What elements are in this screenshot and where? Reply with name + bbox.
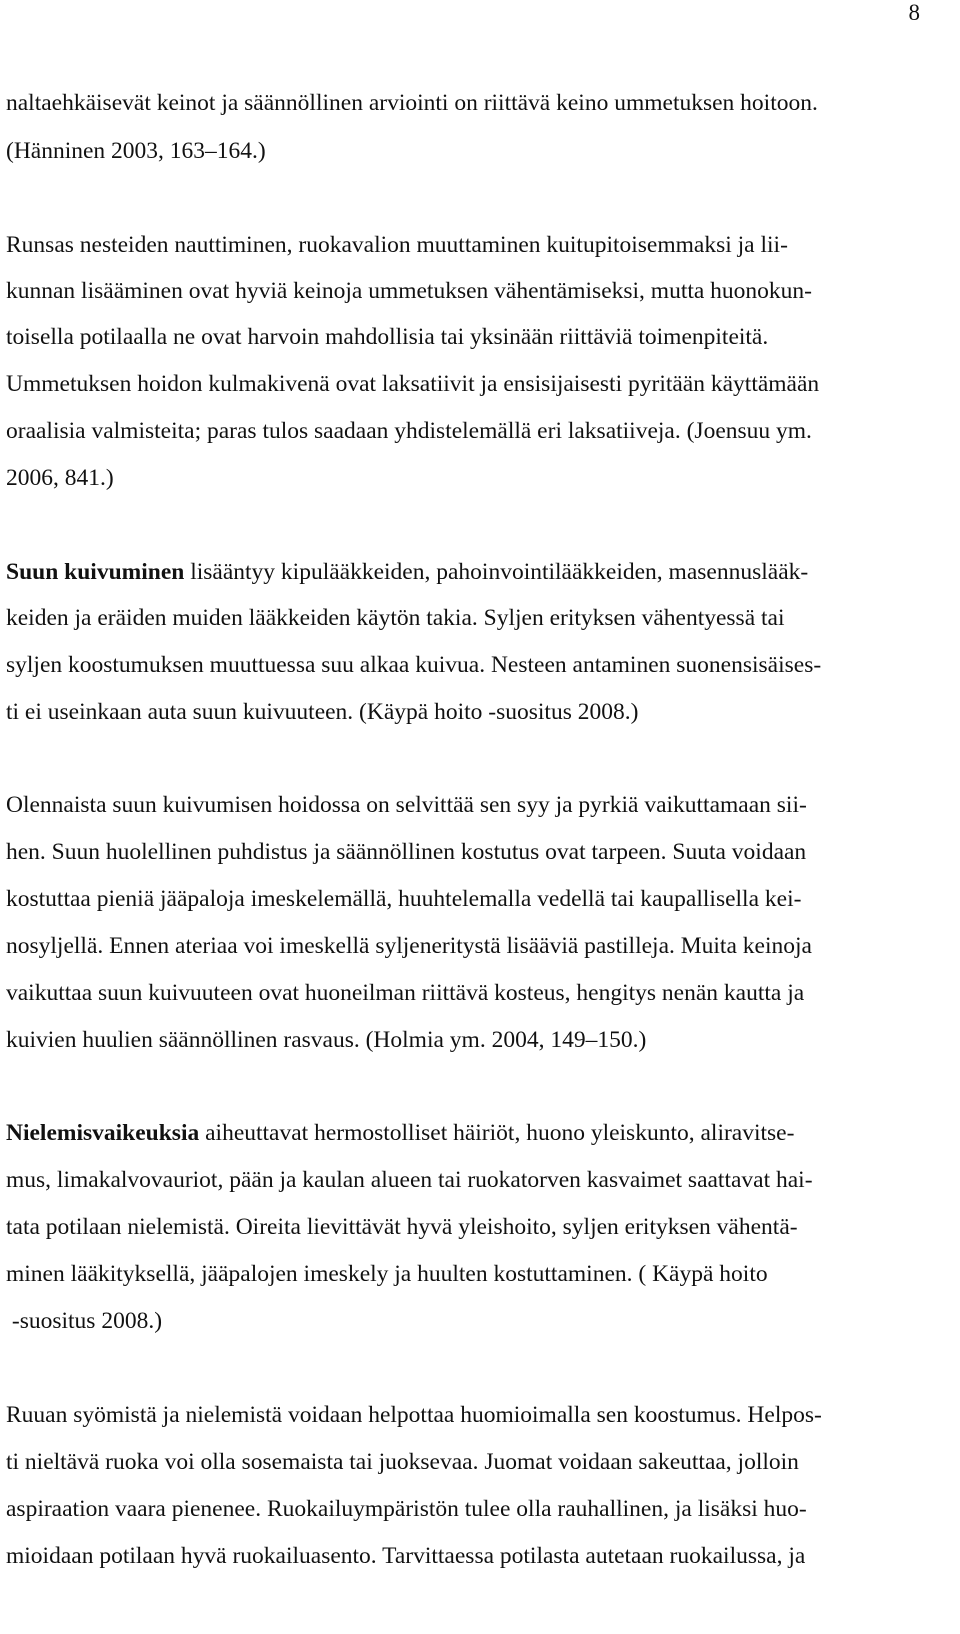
text-line: (Hänninen 2003, 163–164.) bbox=[6, 138, 266, 164]
text-line: oraalisia valmisteita; paras tulos saadaan yhdistelemällä eri laksatiiveja. (Joensuu ym. bbox=[6, 418, 812, 444]
text-line: tata potilaan nielemistä. Oireita lievittävät hyvä yleishoito, syljen erityksen vähentä- bbox=[6, 1214, 798, 1240]
text-line: kuivien huulien säännöllinen rasvaus. (Holmia ym. 2004, 149–150.) bbox=[6, 1027, 647, 1053]
text-line: mioidaan potilaan hyvä ruokailuasento. Tarvittaessa potilasta autetaan ruokailussa, ja bbox=[6, 1543, 806, 1569]
text-line: vaikuttaa suun kuivuuteen ovat huoneilman riittävä kosteus, hengitys nenän kautta ja bbox=[6, 980, 805, 1006]
text-line: hen. Suun huolellinen puhdistus ja säännöllinen kostutus ovat tarpeen. Suuta voidaan bbox=[6, 839, 807, 865]
text-line: syljen koostumuksen muuttuessa suu alkaa kuivua. Nesteen antaminen suonensisäises- bbox=[6, 652, 822, 678]
text-line: kunnan lisääminen ovat hyviä keinoja ummetuksen vähentämiseksi, mutta huonokun- bbox=[6, 278, 813, 304]
text-span: lisääntyy kipulääkkeiden, pahoinvointilääkkeiden, masennuslääk- bbox=[184, 559, 809, 585]
text-line: keiden ja eräiden muiden lääkkeiden käytön takia. Syljen erityksen vähentyessä tai bbox=[6, 605, 785, 631]
text-line: -suositus 2008.) bbox=[6, 1308, 163, 1334]
text-line: naltaehkäisevät keinot ja säännöllinen arviointi on riittävä keino ummetuksen hoitoon. bbox=[6, 90, 818, 116]
page-number: 8 bbox=[908, 0, 920, 25]
term-suun-kuivuminen: Suun kuivuminen bbox=[6, 559, 185, 585]
text-line: Olennaista suun kuivumisen hoidossa on selvittää sen syy ja pyrkiä vaikuttamaan sii- bbox=[6, 792, 807, 818]
text-line: 2006, 841.) bbox=[6, 465, 114, 491]
text-line: ti nieltävä ruoka voi olla sosemaista tai juoksevaa. Juomat voidaan sakeuttaa, jolloin bbox=[6, 1449, 799, 1475]
text-line: Runsas nesteiden nauttiminen, ruokavalion muuttaminen kuitupitoisemmaksi ja lii- bbox=[6, 232, 788, 258]
text-line: toisella potilaalla ne ovat harvoin mahdollisia tai yksinään riittäviä toimenpiteitä. bbox=[6, 324, 769, 350]
text-line: Ummetuksen hoidon kulmakivenä ovat laksatiivit ja ensisijaisesti pyritään käyttämään bbox=[6, 371, 820, 397]
text-line: aspiraation vaara pienenee. Ruokailuympäristön tulee olla rauhallinen, ja lisäksi huo- bbox=[6, 1496, 807, 1522]
text-line: kostuttaa pieniä jääpaloja imeskelemällä, huuhtelemalla vedellä tai kaupallisella kei- bbox=[6, 886, 802, 912]
text-line bbox=[6, 557, 808, 587]
text-line: ti ei useinkaan auta suun kuivuuteen. (Käypä hoito -suositus 2008.) bbox=[6, 699, 639, 725]
text-span: aiheuttavat hermostolliset häiriöt, huono yleiskunto, aliravitse- bbox=[199, 1120, 795, 1146]
term-nielemisvaikeuksia: Nielemisvaikeuksia bbox=[6, 1120, 200, 1146]
text-line: Ruuan syömistä ja nielemistä voidaan helpottaa huomioimalla sen koostumus. Helpos- bbox=[6, 1402, 822, 1428]
text-line: nosyljellä. Ennen ateriaa voi imeskellä syljeneritystä lisääviä pastilleja. Muita keinoja bbox=[6, 933, 812, 959]
text-line bbox=[6, 1118, 794, 1148]
text-line: minen lääkityksellä, jääpalojen imeskely ja huulten kostuttaminen. ( Käypä hoito bbox=[6, 1261, 768, 1287]
text-line: mus, limakalvovauriot, pään ja kaulan alueen tai ruokatorven kasvaimet saattavat hai- bbox=[6, 1167, 813, 1193]
